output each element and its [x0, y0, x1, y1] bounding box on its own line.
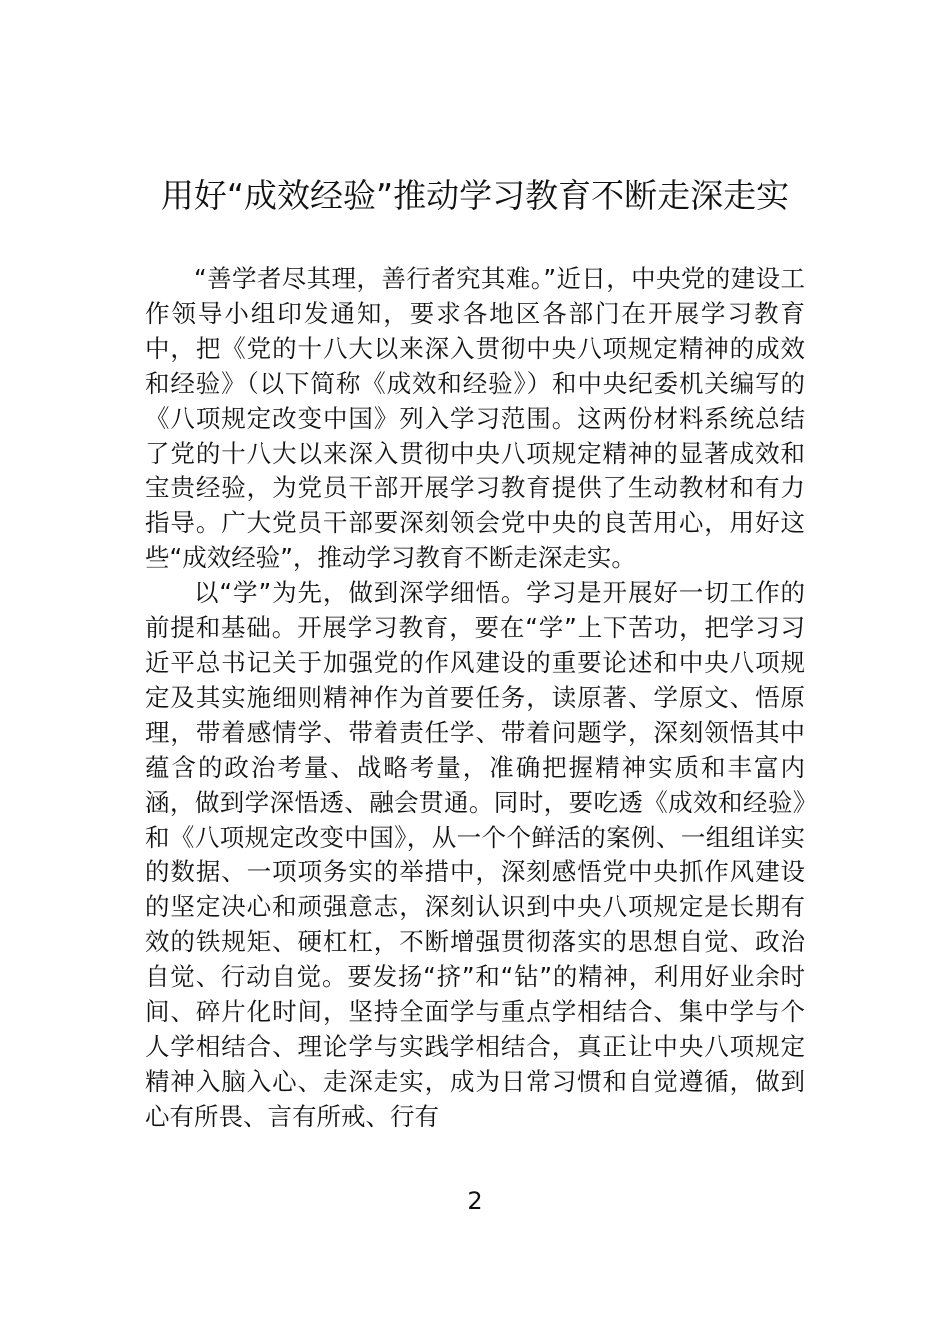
document-body — [145, 262, 805, 1135]
document-title: 用好“成效经验”推动学习教育不断走深走实 — [160, 176, 790, 215]
page-number: 2 — [467, 1187, 483, 1215]
paragraph-study-first: 以“学”为先，做到深学细悟。学习是开展好一切工作的前提和基础。开展学习教育，要在“学”上下苦功，把学习习近平总书记关于加强党的作风建设的重要论述和中央八项规定及其实施细则精神作为首要任务，读原著、学原文、悟原理，带着感情学、带着责任学、带着问题学，深刻领悟其中蕴含的政治考量、战略考量，准确把握精神实质和丰富内涵，做到学深悟透、融会贯通。同时，要吃透《成效和经验》和《八项规定改变中国》，从一个个鲜活的案例、一组组详实的数据、一项项务实的举措中，深刻感悟党中央抓作风建设的坚定决心和顽强意志，深刻认识到中央八项规定是长期有效的铁规矩、硬杠杠，不断增强贯彻落实的思想自觉、政治自觉、行动自觉。要发扬“挤”和“钻”的精神，利用好业余时间、碎片化时间，坚持全面学与重点学相结合、集中学与个人学相结合、理论学与实践学相结合，真正让中央八项规定精神入脑入心、走深走实，成为日常习惯和自觉遵循，做到心有所畏、言有所戒、行有 — [145, 578, 805, 1131]
paragraph-intro: “善学者尽其理，善行者究其难。”近日，中央党的建设工作领导小组印发通知，要求各地区各部门在开展学习教育中，把《党的十八大以来深入贯彻中央八项规定精神的成效和经验》（以下简称《成效和经验》）和中央纪委机关编写的《八项规定改变中国》列入学习范围。这两份材料系统总结了党的十八大以来深入贯彻中央八项规定精神的显著成效和宝贵经验，为党员干部开展学习教育提供了生动教材和有力指导。广大党员干部要深刻领会党中央的良苦用心，用好这些“成效经验”，推动学习教育不断走深走实。 — [145, 264, 805, 573]
